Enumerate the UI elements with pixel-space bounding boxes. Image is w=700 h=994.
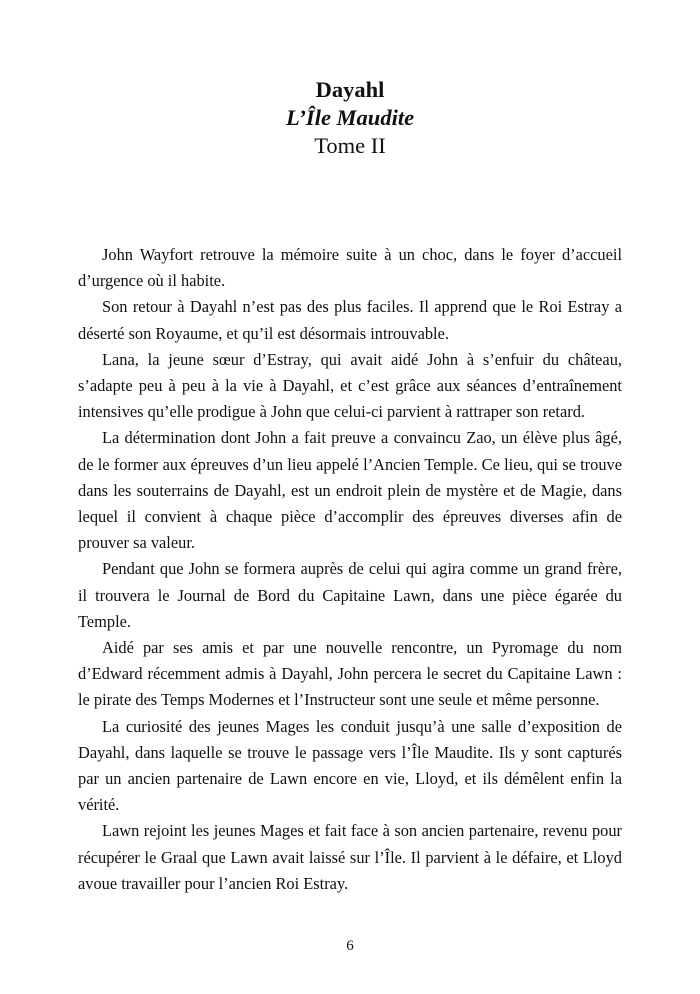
paragraph-7: La curiosité des jeunes Mages les conduit jusqu’à une salle d’exposition de Dayahl, dans laquelle se trouve le passage vers l’Île Maudite. Ils y sont capturés par un ancien partenaire de Lawn encore en vie, Lloyd, et ils démêlent enfin la vérité. (78, 716, 622, 815)
paragraph-2: Son retour à Dayahl n’est pas des plus faciles. Il apprend que le Roi Estray a déserté son Royaume, et qu’il est désormais introuvable. (78, 297, 622, 343)
paragraph-8: Lawn rejoint les jeunes Mages et fait face à son ancien partenaire, revenu pour récupérer le Graal que Lawn avait laissé sur l’Île. Il parvient à le défaire, et Lloyd avoue travailler pour l’ancien Roi Estray. (78, 821, 622, 893)
book-subtitle: L’Île Maudite (285, 105, 415, 130)
paragraph-5: Pendant que John se formera auprès de celui qui agira comme un grand frère, il trouvera le Journal de Bord du Capitaine Lawn, dans une pièce égarée du Temple. (78, 559, 622, 631)
paragraph-3: Lana, la jeune sœur d’Estray, qui avait aidé John à s’enfuir du château, s’adapte peu à peu à la vie à Dayahl, et c’est grâce aux séances d’entraînement intensives qu’elle prodigue à John que celui-ci parvient à rattraper son retard. (78, 349, 622, 422)
book-title: Dayahl (315, 77, 385, 102)
paragraph-4: La détermination dont John a fait preuve a convaincu Zao, un élève plus âgé, de le former aux épreuves d’un lieu appelé l’Ancien Temple. Ce lieu, qui se trouve dans les souterrains de Dayahl, est un endroit plein de mystère et de Magie, dans lequel il convient à chaque pièce d’accomplir des épreuves diverses afin de prouver sa valeur. (78, 428, 622, 553)
volume-label: Tome II (314, 133, 386, 158)
paragraph-6: Aidé par ses amis et par une nouvelle rencontre, un Pyromage du nom d’Edward récemment admis à Dayahl, John percera le secret du Capitaine Lawn : le pirate des Temps Modernes et l’Instructeur sont une seule et même personne. (78, 638, 622, 710)
page-number: 6 (346, 938, 354, 954)
paragraph-1: John Wayfort retrouve la mémoire suite à un choc, dans le foyer d’accueil d’urgence où il habite. (78, 245, 622, 291)
summary-text (78, 242, 622, 897)
title-block (0, 76, 700, 160)
